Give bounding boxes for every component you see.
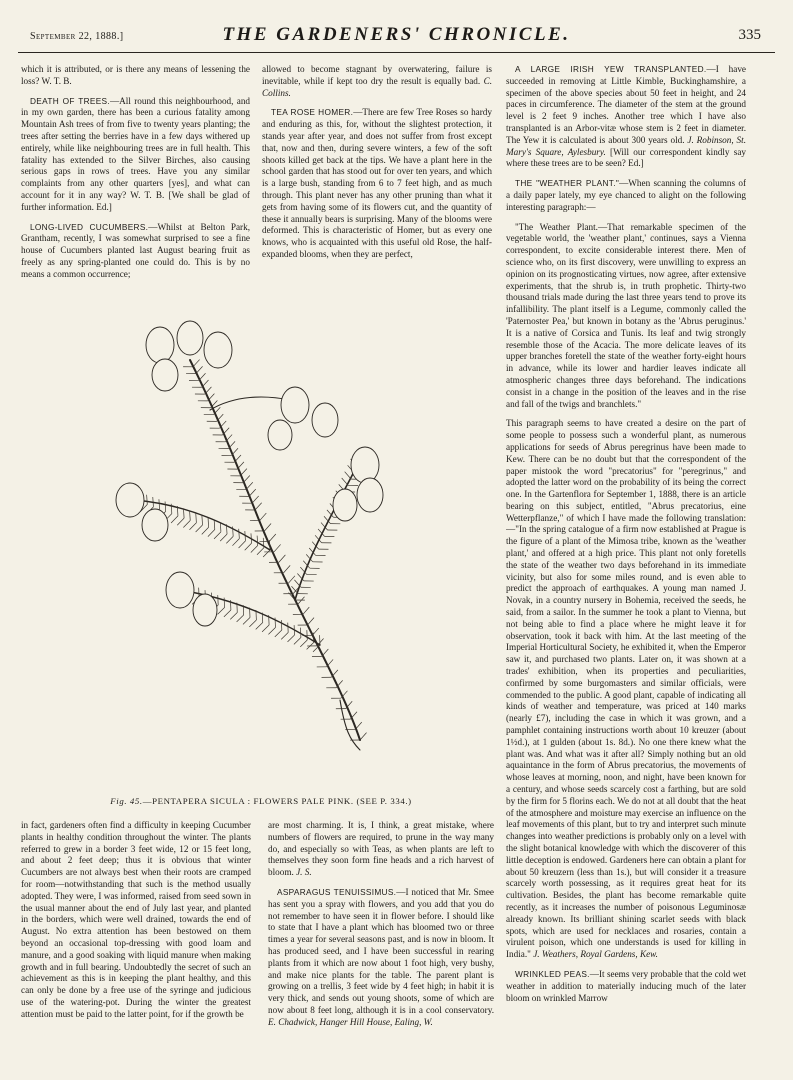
leaf-mark bbox=[233, 527, 234, 537]
column-5 bbox=[268, 820, 494, 1070]
column-4 bbox=[21, 820, 251, 1070]
leaf-mark bbox=[196, 513, 197, 523]
leaf-mark bbox=[256, 623, 263, 630]
paragraph bbox=[21, 64, 250, 88]
leaf-mark bbox=[189, 523, 196, 530]
leaf-mark bbox=[171, 516, 178, 523]
leaf-mark bbox=[268, 628, 275, 635]
leaf-mark bbox=[342, 478, 348, 485]
leaf-mark bbox=[300, 640, 307, 647]
leaf-mark bbox=[284, 565, 291, 572]
leaf-mark bbox=[360, 733, 367, 740]
leaf-mark bbox=[269, 540, 270, 550]
intro-text: allowed to become stagnant by overwatering, failure is inevitable, while if kept too dry the result is equally bad. bbox=[262, 64, 492, 86]
article-body: —When scanning the columns of a daily paper lately, my eye chanced to alight on the following interesting paragraph:— bbox=[506, 178, 746, 212]
leaf-mark bbox=[249, 620, 256, 627]
leaf-mark bbox=[202, 380, 209, 387]
leaf-mark bbox=[322, 649, 329, 656]
leaf-mark bbox=[214, 520, 215, 530]
page-number: 335 bbox=[738, 27, 761, 43]
leaf-mark bbox=[303, 607, 310, 614]
article-heading: DEATH OF TREES. bbox=[30, 95, 110, 106]
article-tea-rose-homer bbox=[262, 107, 492, 260]
leaf-mark bbox=[245, 531, 246, 541]
leaf-mark bbox=[159, 499, 160, 509]
article-heading: TEA ROSE HOMER. bbox=[271, 107, 354, 118]
signature: J. S. bbox=[296, 867, 312, 878]
leaf-mark bbox=[265, 524, 272, 531]
article-heading: ASPARAGUS TENUISSIMUS. bbox=[277, 886, 397, 897]
leaf-mark bbox=[288, 635, 295, 642]
leaf-mark bbox=[165, 502, 166, 512]
page-header bbox=[18, 22, 775, 53]
leaf-mark bbox=[251, 545, 258, 552]
leaf-mark bbox=[288, 576, 295, 583]
leaf-mark bbox=[183, 520, 190, 527]
article-body: —It seems very probable that the cold wet weather in addition to materially inducing much of the later bloom on wrinkled Marrow bbox=[506, 968, 746, 1003]
leaf-mark bbox=[190, 511, 191, 521]
leaf-mark bbox=[199, 373, 206, 380]
leaf-mark bbox=[263, 550, 270, 557]
quoted-paragraph: "The Weather Plant.—That remarkable specimen of the vegetable world, the 'weather plant,' continues, says a Vienna correspondent, to excite considerable interest there. Men of science who, on its first discovery, were unwilling to express an opinion on its prognosticating virtues, now agree, after extensive experiments, that the shrub is, in truth prophetic. Thirty-two thousand trials made during the last three years tend to prove its infallibility. The plant itself is a Legume, commonly called the 'Paternoster Pea,' but known in botany as the 'Abrus peruginus.' It is a native of Corsica and Tunis. Its leaf and twig strongly resemble those of the Acacia. The more delicate leaves of its upper branches foretell the state of the weather forty-eight hours in advance, while its lower and hardier leaves indicate all atmospheric changes three days beforehand. The indications consist in a change in the position of the leaves and in the rise and fall of the twigs and branchlets." bbox=[506, 221, 746, 409]
leaf-mark bbox=[249, 489, 256, 496]
leaf-mark bbox=[274, 544, 281, 551]
article-long-lived-cucumbers bbox=[21, 222, 250, 281]
article-asparagus bbox=[268, 887, 494, 1029]
figure-caption bbox=[21, 796, 501, 806]
leaf-mark bbox=[240, 469, 247, 476]
leaf-mark bbox=[234, 455, 241, 462]
leaf-mark bbox=[196, 366, 203, 373]
leaf-mark bbox=[269, 534, 276, 541]
leaf-mark bbox=[226, 536, 233, 543]
leaf-mark bbox=[153, 497, 154, 507]
leaf-mark bbox=[308, 618, 315, 625]
pentapera-sicula-illustration bbox=[40, 300, 480, 770]
figure-number: Fig. 45. bbox=[110, 796, 143, 806]
leaf-mark bbox=[208, 517, 209, 527]
leaf-mark bbox=[232, 539, 239, 546]
leaf-mark bbox=[355, 722, 362, 729]
leaf-mark bbox=[237, 615, 244, 622]
article-body: —There are few Tree Roses so hardy and enduring as this, for, without the slightest protection, it stands year after year, and does not suffer from frost except that, now and then, during severe winters, a few of the soft shoots killed get back at the tips. We have a plant here in the school garden that has stood out for over ten years, and which is a large bush, standing from 6 to 7 feet high, and as much through. This plant never has any other pruning than what it gets from having some of its flowers cut, and the quantity of these it annually bears is surprising. Many of the blooms were deformed. This is characteristic of Homer, but as every one knows, who is acquainted with this useful old Rose, the half-expanded blooms, when they are perfect, bbox=[262, 107, 492, 259]
article-death-of-trees bbox=[21, 96, 250, 214]
article-body: —All round this neighbourhood, and in my own garden, there has been a curious fatality among Mountain Ash trees of from five to twenty years planting; the trees after setting the berries have in a few days withered up entirely, while like neighbouring trees are in full health. This fatality has extended to the Silver Birches, also causing serious gaps in rows of trees. Have you any similar complaints from any other quarters [yes], and what can account for it in any way? W. T. B. [We shall be glad of further information. Ed.] bbox=[21, 95, 250, 212]
signature: C. Collins. bbox=[262, 75, 492, 98]
article-heading: THE "WEATHER PLANT." bbox=[515, 178, 620, 189]
leaf-mark bbox=[230, 613, 237, 620]
article-heading: A LARGE IRISH YEW TRANSPLANTED. bbox=[515, 64, 707, 74]
signature: J. Weathers, Royal Gardens, Kew. bbox=[533, 949, 658, 960]
leaf-mark bbox=[205, 387, 212, 394]
leaf-mark bbox=[237, 462, 244, 469]
figure-reference: (SEE P. 334.) bbox=[356, 796, 412, 806]
paragraph bbox=[262, 64, 492, 99]
article-body: This paragraph seems to have created a desire on the part of some people to possess such a wonderful plant, as numerous applications for seeds of Abrus peregrinus have been made to Kew. There can be no doubt but that the correspondent of the paper mistook the word "precatorius" for "peregrinus," and adopted the latter word on the probability of its being the correct one. In the Gartenflora for September 1, 1888, there is an article bearing on this subject, entitled, "Abrus precatorius, eine Wetterpflanze," of which I have made the following translation:—"In the spring catalogue of a firm now established at Prague is the figure of a plant of the Mimosa tribe, known as the 'weather plant,' and offered at a high price. This plant not only foretells the state of the weather two days beforehand in its immediate vicinity, but also for some miles round, and is even able to predict the approach of earthquakes. A young man named J. Novak, in a country nursery in Bohemia, received the seeds, he said, from a sailor. In the summer he took a plant to Vienna, but not being able to find a place where he might leave it for observation, took it back with him. At the last meeting of the Imperial Horticultural Society, he exhibited it, when the Emperor saw it, and purchased two plants. Later on, it was shown at a trades' exhibition, when its properties and peculiarities, confirmed by some burgomasters and similar officials, were commended to the public. A good plant, capable of indicating all kinds of weather and temperature, was priced at 140 marks (nearly £7), including the case in which it was grown, and a pamphlet containing instructions worth about 10 kreuzer (about 1½d.), at 1 gulden (about 1s. 8d.). No one there knew what the plant was. And what was it after all? Simply nothing but an old aquaintance in the form of Abrus precatorius, the movements of whose leaves at morning, noon, and night, have been known for a century, and whose seeds scarcely cost a farthing, but are sold by the firm for 5 florins each. We do not at all doubt that the heat of the atmosphere and moisture may exercise an influence on the leaf movements of this plant, but to try and interpret such minute changes into weather predictions is probably only on a level with the slight botanical knowledge with which the discoverer of this little deception is endowed. Gardeners here can obtain a plant for about 50 kreuzern (less than 1s.), but will consider it a treasure scarcely worth possessing, as it requires great heat for its cultivation. Besides, the plant has become remarkable quite recently, as it increases the number of poisonous Leguminosæ already known. Its brilliant shining scarlet seeds with black spots, which are used for necklaces and rosaries, contain a virulent poison, which one understands is used for killing in India." bbox=[506, 418, 746, 960]
leaf-mark bbox=[193, 360, 200, 367]
leaf-mark bbox=[177, 518, 184, 525]
leaf-mark bbox=[202, 515, 203, 525]
leaf-mark bbox=[262, 625, 269, 632]
leaf-mark bbox=[243, 475, 250, 482]
paragraph: in fact, gardeners often find a difficulty in keeping Cucumber plants in healthy condition throughout the winter. The plants referred to grew in a border 3 feet wide, 12 or 15 feet long, and about 2 feet deep; thus it is obvious that winter Cucumbers are not always best when their roots are cramped for room—notwithstanding that such is the method usually adopted. They were, I was informed, raised from seed sown in the usual manner about the end of July last year, and planted in the borders, which were well drained, towards the end of August. No extra attention has been bestowed on them beyond an occasional top-dressing with good loam and manure, and a good soaking with liquid manure when making growth and in full bearing. Undoubtedly the secret of such an achievement as this is in keeping the plant healthy, and this can only be done by a free use of the syringe and judicious use of the watering-pot. During the winter the greatest attention must be paid to the latter point, for if the growth be bbox=[21, 820, 251, 1019]
leaf-mark bbox=[279, 555, 286, 562]
leaf-mark bbox=[257, 548, 264, 555]
leaf-mark bbox=[345, 472, 351, 479]
leaf-mark bbox=[257, 536, 258, 546]
editor-note: [Will our correspondent kindly say where these trees are to be seen? Ed.] bbox=[506, 146, 746, 169]
article-body: are most charming. It is, I think, a great mistake, where numbers of flowers are required, to prune in the way many do, and especially so with Teas, as when plants are left to themselves they soon form fine heads and a rich harvest of bloom. bbox=[268, 820, 494, 878]
article-body: —Whilst at Belton Park, Grantham, recently, I was somewhat surprised to see a fine house of Cucumbers planted last August bearing fruit as freely as any spring-planted one could do. This is by no means a common occurrence; bbox=[21, 221, 250, 279]
article-body: —I have succeeded in removing at Little Kimble, Buckinghamshire, a specimen of the above species about 50 feet in height, and 24 paces in circumference. The diameter of the stem at the ground level is 2 feet 9 inches. Another tree which I have also transplanted is an Arbor-vitæ whose stem is 2 feet in diameter. The Yew it is calculated is about 300 years old. bbox=[506, 64, 746, 145]
figure-title: —PENTAPERA SICULA : FLOWERS PALE PINK. bbox=[142, 796, 354, 806]
leaf-mark bbox=[246, 482, 253, 489]
article-wrinkled-peas bbox=[506, 969, 746, 1004]
leaf-mark bbox=[255, 503, 262, 510]
intro-text: which it is attributed, or is there any means of lessening the loss? W. T. B. bbox=[21, 64, 250, 86]
leaf-mark bbox=[260, 513, 267, 520]
column-3 bbox=[506, 64, 746, 1068]
leaf-mark bbox=[208, 530, 215, 537]
article-heading: WRINKLED PEAS. bbox=[515, 968, 590, 979]
leaf-mark bbox=[251, 533, 252, 543]
article-body: —I noticed that Mr. Smee has sent you a spray with flowers, and you add that you do not remember to have seen it in flower before. I should like to state that I have a plant which has bloomed two or three times a year for several seasons past, and is now in bloom. It has produced seed, and I have been successful in rearing plants from it which are now about 1 foot high, very bushy, and make nice plants for the table. The parent plant is growing on a trellis, 3 feet wide by 4 feet high; in habit it is very thick, and sends out young shoots, some of which are now about 8 feet long, although it is in a cool conservatory. bbox=[268, 886, 494, 1015]
leaf-mark bbox=[239, 529, 240, 539]
issue-date: September 22, 1888.] bbox=[30, 31, 124, 42]
column-1 bbox=[21, 64, 250, 314]
journal-title: THE GARDENERS' CHRONICLE. bbox=[222, 24, 571, 45]
leaf-mark bbox=[243, 618, 250, 625]
leaf-mark bbox=[239, 541, 246, 548]
signature: J. Robinson, St. Mary's Square, Aylesbury. bbox=[506, 134, 746, 157]
paragraph bbox=[268, 820, 494, 879]
column-2 bbox=[262, 64, 492, 314]
paragraph bbox=[506, 418, 746, 961]
leaf-mark bbox=[196, 525, 203, 532]
leaf-mark bbox=[218, 608, 225, 615]
leaf-mark bbox=[252, 496, 259, 503]
article-heading: LONG-LIVED CUCUMBERS. bbox=[30, 221, 149, 232]
article-irish-yew bbox=[506, 64, 746, 170]
leaf-mark bbox=[224, 610, 231, 617]
leaf-mark bbox=[245, 543, 252, 550]
leaf-mark bbox=[147, 495, 148, 505]
leaf-mark bbox=[202, 527, 209, 534]
leaf-mark bbox=[275, 630, 282, 637]
leaf-mark bbox=[294, 638, 301, 645]
leaf-mark bbox=[220, 534, 227, 541]
leaf-mark bbox=[214, 532, 221, 539]
article-weather-plant bbox=[506, 178, 746, 213]
leaf-mark bbox=[281, 633, 288, 640]
signature: E. Chadwick, Hanger Hill House, Ealing, W. bbox=[268, 1016, 433, 1027]
